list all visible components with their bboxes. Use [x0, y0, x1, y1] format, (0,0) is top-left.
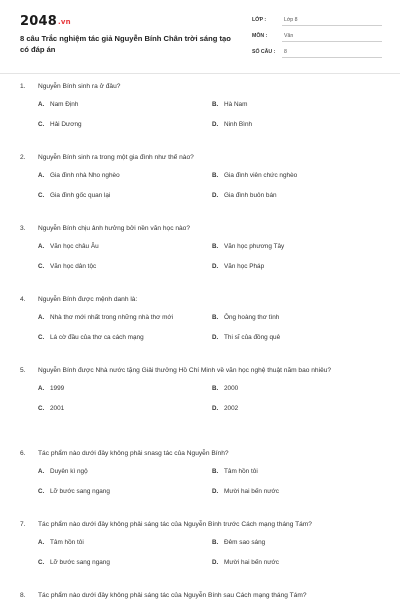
- option-a[interactable]: A. Văn học châu Âu: [38, 243, 99, 250]
- meta-label-subject: MÔN :: [252, 33, 268, 39]
- question-label: Nguyễn Bính sinh ra trong một gia đình như thế nào?: [38, 154, 194, 161]
- question-7: [20, 519, 382, 585]
- option-b[interactable]: B. Hà Nam: [212, 101, 248, 108]
- answer-options: [20, 385, 382, 431]
- question-number: 6.: [20, 450, 26, 457]
- option-d[interactable]: D. Mười hai bến nước: [212, 559, 279, 566]
- meta-value-count: 8: [284, 49, 287, 55]
- answer-options: [20, 314, 382, 360]
- meta-value-class: Lớp 8: [284, 17, 298, 23]
- meta-info: [252, 14, 382, 62]
- option-b[interactable]: B. Tâm hồn tôi: [212, 468, 258, 475]
- question-4: [20, 294, 382, 360]
- option-a[interactable]: A. Gia đình nhà Nho nghèo: [38, 172, 120, 179]
- meta-label-count: SỐ CÂU :: [252, 49, 276, 55]
- logo-suffix: .vn: [57, 18, 71, 26]
- option-b[interactable]: B. Ông hoàng thơ tình: [212, 314, 280, 321]
- option-c[interactable]: C. Hải Dương: [38, 121, 82, 128]
- question-text: [20, 448, 382, 459]
- question-6: [20, 448, 382, 514]
- option-a[interactable]: A. Nam Định: [38, 101, 79, 108]
- question-2: [20, 152, 382, 218]
- option-d[interactable]: D. 2002: [212, 405, 239, 412]
- option-a[interactable]: A. Tâm hồn tôi: [38, 539, 84, 546]
- option-a[interactable]: A. Duyên kì ngộ: [38, 468, 88, 475]
- page-header: [20, 14, 382, 62]
- option-c[interactable]: C. Lỡ bước sang ngang: [38, 488, 110, 495]
- option-d[interactable]: D. Văn học Pháp: [212, 263, 265, 270]
- question-label: Tác phẩm nào dưới đây không phải sáng tác của Nguyễn Bính sau Cách mạng tháng Tám?: [38, 592, 307, 599]
- option-c[interactable]: C. Gia đình gốc quan lại: [38, 192, 111, 199]
- question-1: [20, 81, 382, 147]
- question-text: [20, 152, 382, 163]
- option-c[interactable]: C. Lỡ bước sang ngang: [38, 559, 110, 566]
- question-label: Tác phẩm nào dưới đây không phải snasg tác của Nguyễn Bính?: [38, 450, 229, 457]
- question-number: 4.: [20, 296, 26, 303]
- option-c[interactable]: C. Văn học dân tộc: [38, 263, 97, 270]
- question-label: Nguyễn Bính được Nhà nước tặng Giải thưởng Hồ Chí Minh về văn học nghệ thuật năm bao nhiêu?: [38, 367, 332, 374]
- question-label: Tác phẩm nào dưới đây không phải sáng tác của Nguyễn Bính trước Cách mạng tháng Tám?: [38, 521, 312, 528]
- question-number: 2.: [20, 154, 26, 161]
- option-c[interactable]: C. 2001: [38, 405, 65, 412]
- meta-underline: [282, 57, 382, 58]
- meta-row-count: [252, 46, 382, 62]
- question-label: Nguyễn Bính chịu ảnh hưởng bởi nền văn học nào?: [38, 225, 191, 232]
- question-label: Nguyễn Bính sinh ra ở đâu?: [38, 83, 121, 90]
- option-b[interactable]: B. Đêm sao sáng: [212, 539, 266, 546]
- question-number: 8.: [20, 592, 26, 599]
- question-number: 3.: [20, 225, 26, 232]
- question-number: 1.: [20, 83, 26, 90]
- option-b[interactable]: B. 2000: [212, 385, 239, 392]
- question-number: 7.: [20, 521, 26, 528]
- question-label: Nguyễn Bính được mệnh danh là:: [38, 296, 138, 303]
- meta-underline: [282, 25, 382, 26]
- meta-row-class: [252, 14, 382, 30]
- site-logo[interactable]: [20, 14, 71, 29]
- option-d[interactable]: D. Thi sĩ của đồng quê: [212, 334, 281, 341]
- answer-options: [20, 243, 382, 289]
- header-divider: [0, 73, 400, 74]
- option-d[interactable]: D. Ninh Bình: [212, 121, 253, 128]
- question-3: [20, 223, 382, 289]
- option-a[interactable]: A. Nhà thơ mới nhất trong những nhà thơ mới: [38, 314, 173, 321]
- question-text: [20, 81, 382, 92]
- meta-underline: [282, 41, 382, 42]
- option-c[interactable]: C. Lá cờ đầu của thơ ca cách mạng: [38, 334, 144, 341]
- question-8: [20, 590, 382, 600]
- question-text: [20, 294, 382, 305]
- option-d[interactable]: D. Gia đình buôn bán: [212, 192, 277, 199]
- question-5: [20, 365, 382, 431]
- option-a[interactable]: A. 1999: [38, 385, 65, 392]
- question-text: [20, 519, 382, 530]
- answer-options: [20, 468, 382, 514]
- answer-options: [20, 172, 382, 218]
- question-text: [20, 590, 382, 600]
- meta-value-subject: Văn: [284, 33, 294, 39]
- answer-options: [20, 101, 382, 147]
- question-number: 5.: [20, 367, 26, 374]
- page-title: 8 câu Trắc nghiệm tác giả Nguyễn Bính Chân trời sáng tạo có đáp án: [20, 34, 231, 54]
- option-d[interactable]: D. Mười hai bến nước: [212, 488, 279, 495]
- question-text: [20, 365, 382, 376]
- option-b[interactable]: B. Gia đình viên chức nghèo: [212, 172, 298, 179]
- question-text: [20, 223, 382, 234]
- meta-label-class: LỚP :: [252, 17, 267, 23]
- answer-options: [20, 539, 382, 585]
- logo-text: 2048: [20, 14, 57, 29]
- option-b[interactable]: B. Văn học phương Tây: [212, 243, 285, 250]
- meta-row-subject: [252, 30, 382, 46]
